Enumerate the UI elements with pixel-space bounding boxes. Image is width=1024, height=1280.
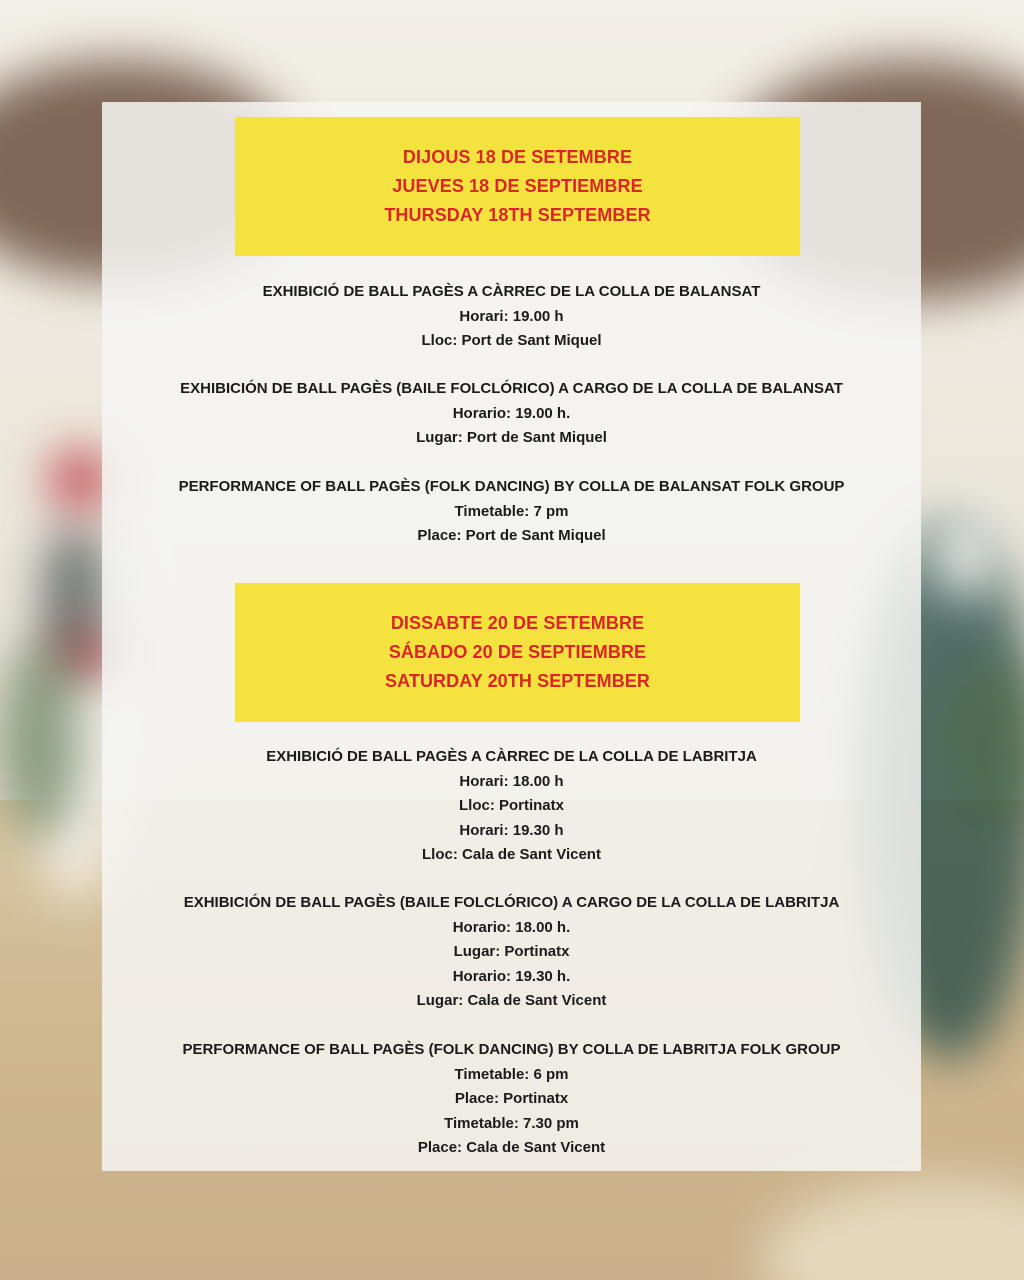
event-block-spanish <box>102 891 921 1014</box>
schedule-panel <box>102 102 921 1171</box>
event-title: EXHIBICIÓN DE BALL PAGÈS (BAILE FOLCLÓRICO) A CARGO DE LA COLLA DE LABRITJA <box>183 894 840 911</box>
event-place: Place: Portinatx <box>454 1090 569 1107</box>
event-time: Horari: 18.00 h <box>459 772 564 790</box>
event-block-english <box>102 475 921 549</box>
background-dancer-headscarf <box>930 510 1000 600</box>
date-line: THURSDAY 18TH SEPTEMBER <box>384 205 651 225</box>
event-place: Lloc: Cala de Sant Vicent <box>422 846 601 863</box>
event-place: Lugar: Port de Sant Miquel <box>416 429 607 446</box>
event-time: Horario: 19.00 h. <box>452 404 571 422</box>
event-place: Lloc: Portinatx <box>458 797 564 814</box>
event-time: Timetable: 6 pm <box>454 1065 569 1083</box>
event-block-spanish <box>102 377 921 451</box>
date-banner-thursday <box>235 117 800 256</box>
event-block-catalan <box>102 280 921 354</box>
event-time: Timetable: 7.30 pm <box>444 1114 579 1132</box>
event-title: EXHIBICIÓ DE BALL PAGÈS A CÀRREC DE LA COLLA DE LABRITJA <box>266 748 757 765</box>
date-line: JUEVES 18 DE SEPTIEMBRE <box>392 176 643 196</box>
event-block-catalan <box>102 745 921 868</box>
event-title: PERFORMANCE OF BALL PAGÈS (FOLK DANCING) BY COLLA DE BALANSAT FOLK GROUP <box>178 478 845 495</box>
event-place: Place: Port de Sant Miquel <box>417 527 606 544</box>
event-block-english <box>102 1038 921 1161</box>
date-line: SATURDAY 20TH SEPTEMBER <box>384 671 651 691</box>
date-line: DIJOUS 18 DE SETEMBRE <box>402 147 633 167</box>
date-line: SÁBADO 20 DE SEPTIEMBRE <box>388 642 647 662</box>
event-time: Horari: 19.30 h <box>459 821 564 839</box>
event-place: Place: Cala de Sant Vicent <box>417 1139 606 1156</box>
event-place: Lugar: Cala de Sant Vicent <box>416 992 607 1009</box>
event-place: Lloc: Port de Sant Miquel <box>421 332 602 349</box>
background-dancer-hat <box>50 450 110 510</box>
event-place: Lugar: Portinatx <box>453 943 570 960</box>
event-time: Horari: 19.00 h <box>459 307 564 325</box>
event-time: Timetable: 7 pm <box>454 502 569 520</box>
event-title: EXHIBICIÓN DE BALL PAGÈS (BAILE FOLCLÓRICO) A CARGO DE LA COLLA DE BALANSAT <box>180 380 843 397</box>
date-banner-saturday <box>235 583 800 722</box>
date-line: DISSABTE 20 DE SETEMBRE <box>390 613 645 633</box>
background-plant-left <box>0 640 80 840</box>
event-title: PERFORMANCE OF BALL PAGÈS (FOLK DANCING) BY COLLA DE LABRITJA FOLK GROUP <box>182 1041 841 1058</box>
event-time: Horario: 18.00 h. <box>452 918 571 936</box>
event-title: EXHIBICIÓ DE BALL PAGÈS A CÀRREC DE LA COLLA DE BALANSAT <box>262 283 761 300</box>
event-time: Horario: 19.30 h. <box>452 967 571 985</box>
